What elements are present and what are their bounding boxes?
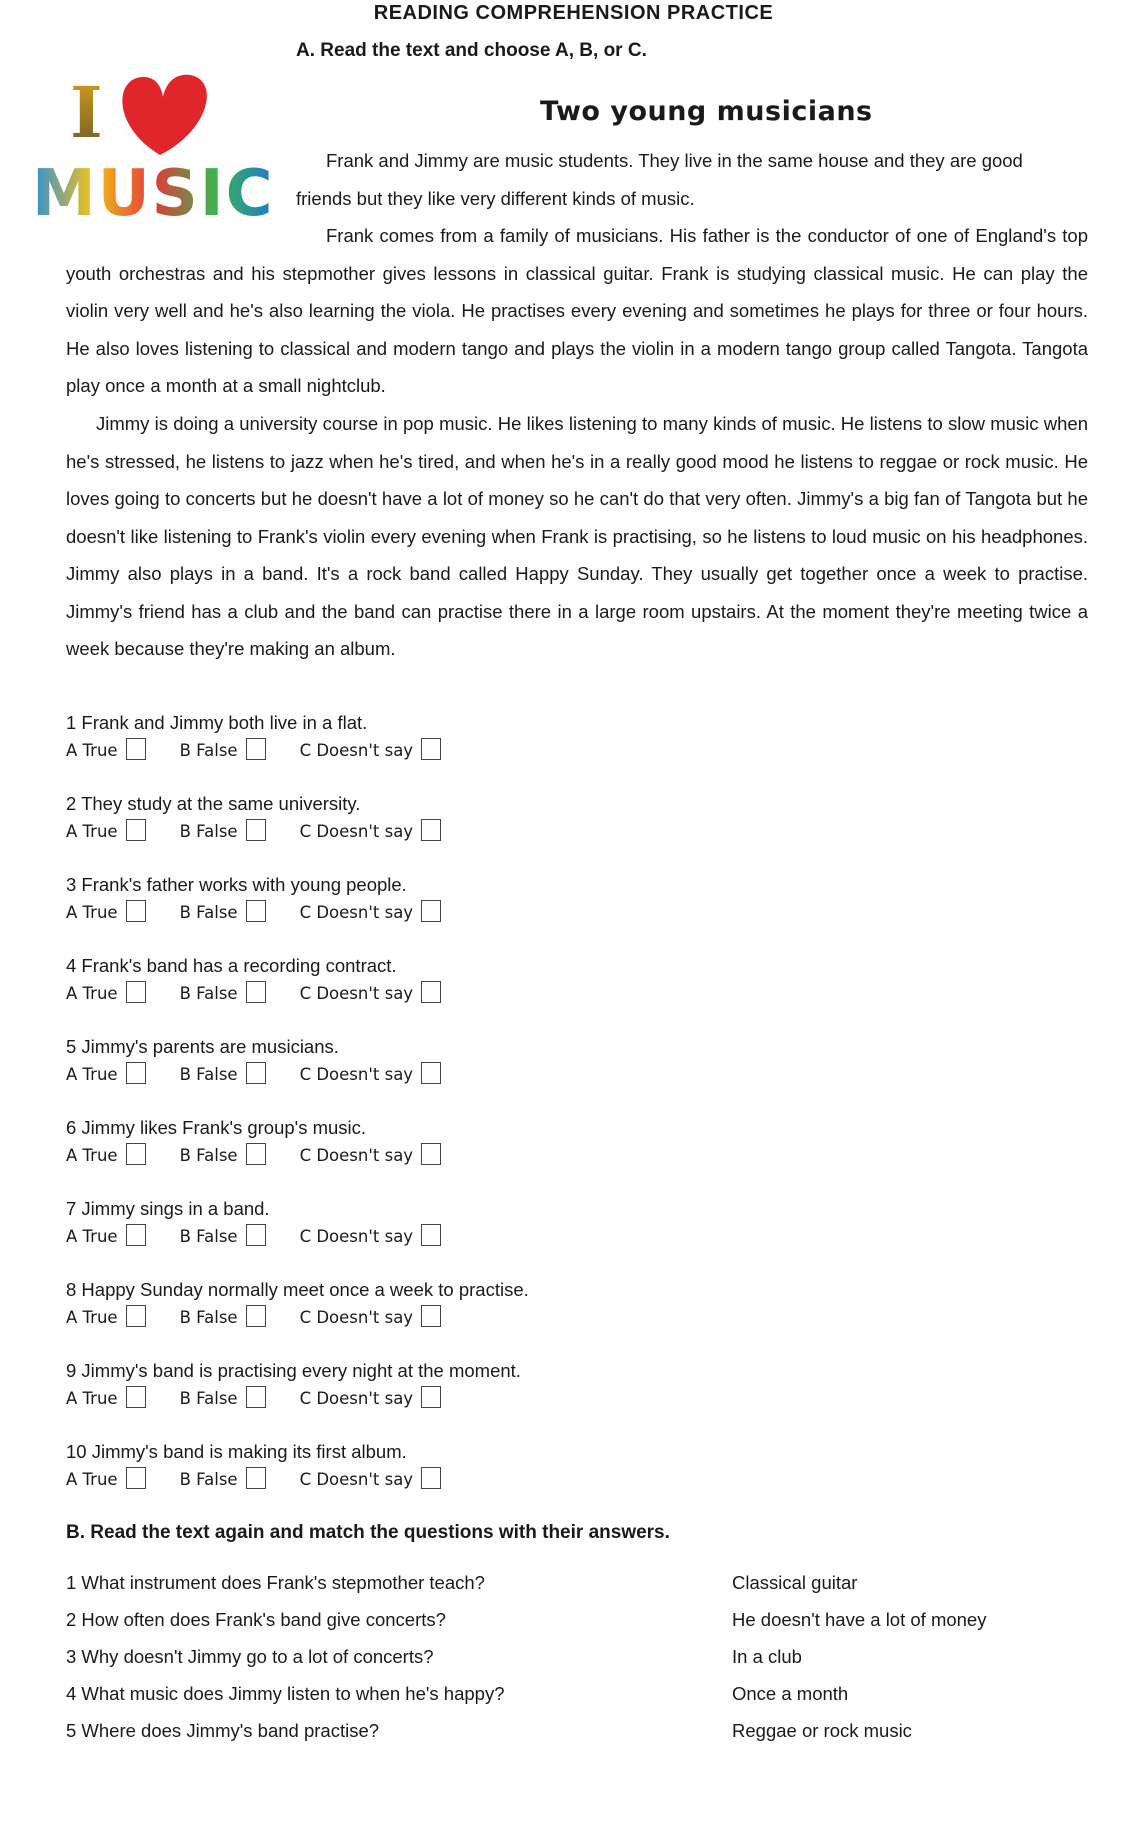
match-answer[interactable]: He doesn't have a lot of money: [732, 1609, 987, 1630]
question-text: 8 Happy Sunday normally meet once a week to practise.: [66, 1279, 529, 1300]
option-label: B False: [179, 741, 238, 760]
option-label: A True: [66, 1470, 118, 1489]
question-item: [66, 1360, 521, 1412]
option-a: [66, 1062, 146, 1084]
option-a: [66, 1143, 146, 1165]
option-b-checkbox[interactable]: [246, 1386, 266, 1408]
option-b: [180, 1305, 266, 1327]
option-label: B False: [179, 1308, 238, 1327]
option-label: C Doesn't say: [299, 1308, 414, 1327]
option-b-checkbox[interactable]: [246, 900, 266, 922]
option-label: C Doesn't say: [299, 741, 414, 760]
option-b-checkbox[interactable]: [246, 981, 266, 1003]
question-text: 10 Jimmy's band is making its first album.: [66, 1441, 407, 1462]
option-b: [180, 1386, 266, 1408]
option-label: C Doesn't say: [299, 1065, 414, 1084]
question-item: [66, 793, 475, 845]
option-b: [180, 1224, 266, 1246]
option-c: [300, 1143, 442, 1165]
answer-options: [66, 1305, 529, 1331]
paragraph-3: Jimmy is doing a university course in pop music. He likes listening to many kinds of music. He listens to slow music when he's stressed, he listens to jazz when he's tired, and when he's in a really good mood he listens to reggae or rock music. He loves going to concerts but he doesn't have a lot of money so he can't do that very often. Jimmy's a big fan of Tangota but he doesn't like listening to Frank's violin every evening when Frank is practising, so he listens to loud music on his headphones. Jimmy also plays in a band. It's a rock band called Happy Sunday. They usually get together once a week to practise. Jimmy's friend has a club and the band can practise there in a large room upstairs. At the moment they're meeting twice a week because they're making an album.: [66, 413, 1088, 659]
option-b-checkbox[interactable]: [246, 738, 266, 760]
question-text: 1 Frank and Jimmy both live in a flat.: [66, 712, 368, 733]
option-c: [300, 738, 442, 760]
option-a: [66, 1224, 146, 1246]
section-a-instruction: A. Read the text and choose A, B, or C.: [296, 40, 647, 61]
question-text: 9 Jimmy's band is practising every night at the moment.: [66, 1360, 521, 1381]
option-c-checkbox[interactable]: [421, 900, 441, 922]
option-label: B False: [179, 984, 238, 1003]
option-c: [300, 1386, 442, 1408]
option-a: [66, 738, 146, 760]
option-a: [66, 1386, 146, 1408]
option-label: C Doesn't say: [299, 1470, 414, 1489]
option-a-checkbox[interactable]: [126, 1467, 146, 1489]
option-c: [300, 981, 442, 1003]
option-b-checkbox[interactable]: [246, 1143, 266, 1165]
option-a-checkbox[interactable]: [126, 1143, 146, 1165]
option-b-checkbox[interactable]: [246, 819, 266, 841]
option-label: C Doesn't say: [299, 822, 414, 841]
answer-options: [66, 1224, 475, 1250]
option-b: [180, 738, 266, 760]
option-c-checkbox[interactable]: [421, 981, 441, 1003]
option-label: B False: [179, 1065, 238, 1084]
option-label: B False: [179, 903, 238, 922]
option-b: [180, 819, 266, 841]
question-item: [66, 1198, 475, 1250]
option-c-checkbox[interactable]: [421, 1386, 441, 1408]
option-c-checkbox[interactable]: [421, 1467, 441, 1489]
question-text: 5 Jimmy's parents are musicians.: [66, 1036, 339, 1057]
option-label: A True: [66, 1065, 118, 1084]
question-item: [66, 955, 475, 1007]
match-question: 5 Where does Jimmy's band practise?: [66, 1720, 380, 1741]
question-text: 3 Frank's father works with young people.: [66, 874, 407, 895]
option-a: [66, 819, 146, 841]
option-a-checkbox[interactable]: [126, 1386, 146, 1408]
option-c: [300, 1467, 442, 1489]
match-question: 4 What music does Jimmy listen to when he's happy?: [66, 1683, 505, 1704]
i-love-music-logo: [30, 55, 280, 225]
option-c: [300, 1305, 442, 1327]
answer-options: [66, 1467, 475, 1493]
option-label: B False: [179, 1470, 238, 1489]
option-c: [300, 819, 442, 841]
question-item: [66, 1036, 475, 1088]
option-a-checkbox[interactable]: [126, 819, 146, 841]
answer-options: [66, 900, 475, 926]
option-a-checkbox[interactable]: [126, 981, 146, 1003]
answer-options: [66, 981, 475, 1007]
section-b-instruction: B. Read the text again and match the questions with their answers.: [66, 1522, 670, 1543]
question-item: [66, 874, 475, 926]
option-c-checkbox[interactable]: [421, 738, 441, 760]
option-b: [180, 900, 266, 922]
match-question: 1 What instrument does Frank's stepmother teach?: [66, 1572, 485, 1593]
option-label: C Doesn't say: [299, 1389, 414, 1408]
option-b-checkbox[interactable]: [246, 1224, 266, 1246]
option-a: [66, 900, 146, 922]
option-b-checkbox[interactable]: [246, 1467, 266, 1489]
option-label: B False: [179, 822, 238, 841]
option-b-checkbox[interactable]: [246, 1062, 266, 1084]
answer-options: [66, 819, 475, 845]
match-question: 3 Why doesn't Jimmy go to a lot of concerts?: [66, 1646, 434, 1667]
answer-options: [66, 1386, 521, 1412]
paragraph-1a: Frank and Jimmy are music students. They live in the same house and they are good: [326, 150, 1023, 171]
option-label: A True: [66, 1389, 118, 1408]
question-text: 7 Jimmy sings in a band.: [66, 1198, 270, 1219]
option-c-checkbox[interactable]: [421, 1143, 441, 1165]
option-a: [66, 1467, 146, 1489]
heart-icon: [122, 75, 206, 155]
question-item: [66, 1441, 475, 1493]
option-label: A True: [66, 903, 118, 922]
option-c-checkbox[interactable]: [421, 1224, 441, 1246]
option-label: C Doesn't say: [299, 1227, 414, 1246]
option-c: [300, 1062, 442, 1084]
question-item: [66, 712, 475, 764]
option-c: [300, 900, 442, 922]
match-answer[interactable]: Classical guitar: [732, 1572, 858, 1593]
option-label: B False: [179, 1389, 238, 1408]
option-a: [66, 981, 146, 1003]
option-label: B False: [179, 1146, 238, 1165]
option-b: [180, 1143, 266, 1165]
answer-options: [66, 738, 475, 764]
match-answer[interactable]: Reggae or rock music: [732, 1720, 912, 1741]
option-label: C Doesn't say: [299, 903, 414, 922]
option-b: [180, 1467, 266, 1489]
option-a-checkbox[interactable]: [126, 1062, 146, 1084]
option-a-checkbox[interactable]: [126, 900, 146, 922]
option-label: C Doesn't say: [299, 1146, 414, 1165]
answer-options: [66, 1062, 475, 1088]
question-text: 2 They study at the same university.: [66, 793, 361, 814]
paragraph-2: Frank comes from a family of musicians. His father is the conductor of one of England's top youth orchestras and his stepmother gives lessons in classical guitar. Frank is studying classical music. He can play the violin very well and he's also learning the viola. He practises every evening and sometimes he plays for three or four hours. He also loves listening to classical and modern tango and plays the violin in a modern tango group called Tangota. Tangota play once a month at a small nightclub.: [66, 225, 1088, 396]
match-answer[interactable]: Once a month: [732, 1683, 849, 1704]
page-title: READING COMPREHENSION PRACTICE: [373, 2, 774, 24]
option-label: A True: [66, 822, 118, 841]
option-label: A True: [66, 741, 118, 760]
story-title: Two young musicians: [540, 96, 873, 127]
option-c: [300, 1224, 442, 1246]
logo-letter-i: I: [70, 71, 103, 154]
option-c-checkbox[interactable]: [421, 819, 441, 841]
question-item: [66, 1117, 475, 1169]
logo-word-music: MUSIC: [32, 157, 275, 225]
option-a-checkbox[interactable]: [126, 1305, 146, 1327]
option-c-checkbox[interactable]: [421, 1062, 441, 1084]
option-label: A True: [66, 1227, 118, 1246]
question-item: [66, 1279, 529, 1331]
option-label: A True: [66, 1146, 118, 1165]
option-b: [180, 981, 266, 1003]
option-b-checkbox[interactable]: [246, 1305, 266, 1327]
answer-options: [66, 1143, 475, 1169]
option-label: C Doesn't say: [299, 984, 414, 1003]
option-a-checkbox[interactable]: [126, 1224, 146, 1246]
question-text: 4 Frank's band has a recording contract.: [66, 955, 397, 976]
option-a-checkbox[interactable]: [126, 738, 146, 760]
option-label: A True: [66, 984, 118, 1003]
option-c-checkbox[interactable]: [421, 1305, 441, 1327]
paragraph-1b: friends but they like very different kinds of music.: [296, 188, 695, 209]
option-label: B False: [179, 1227, 238, 1246]
option-label: A True: [66, 1308, 118, 1327]
match-answer[interactable]: In a club: [732, 1646, 802, 1667]
option-a: [66, 1305, 146, 1327]
option-b: [180, 1062, 266, 1084]
match-question: 2 How often does Frank's band give concerts?: [66, 1609, 446, 1630]
question-text: 6 Jimmy likes Frank's group's music.: [66, 1117, 367, 1138]
